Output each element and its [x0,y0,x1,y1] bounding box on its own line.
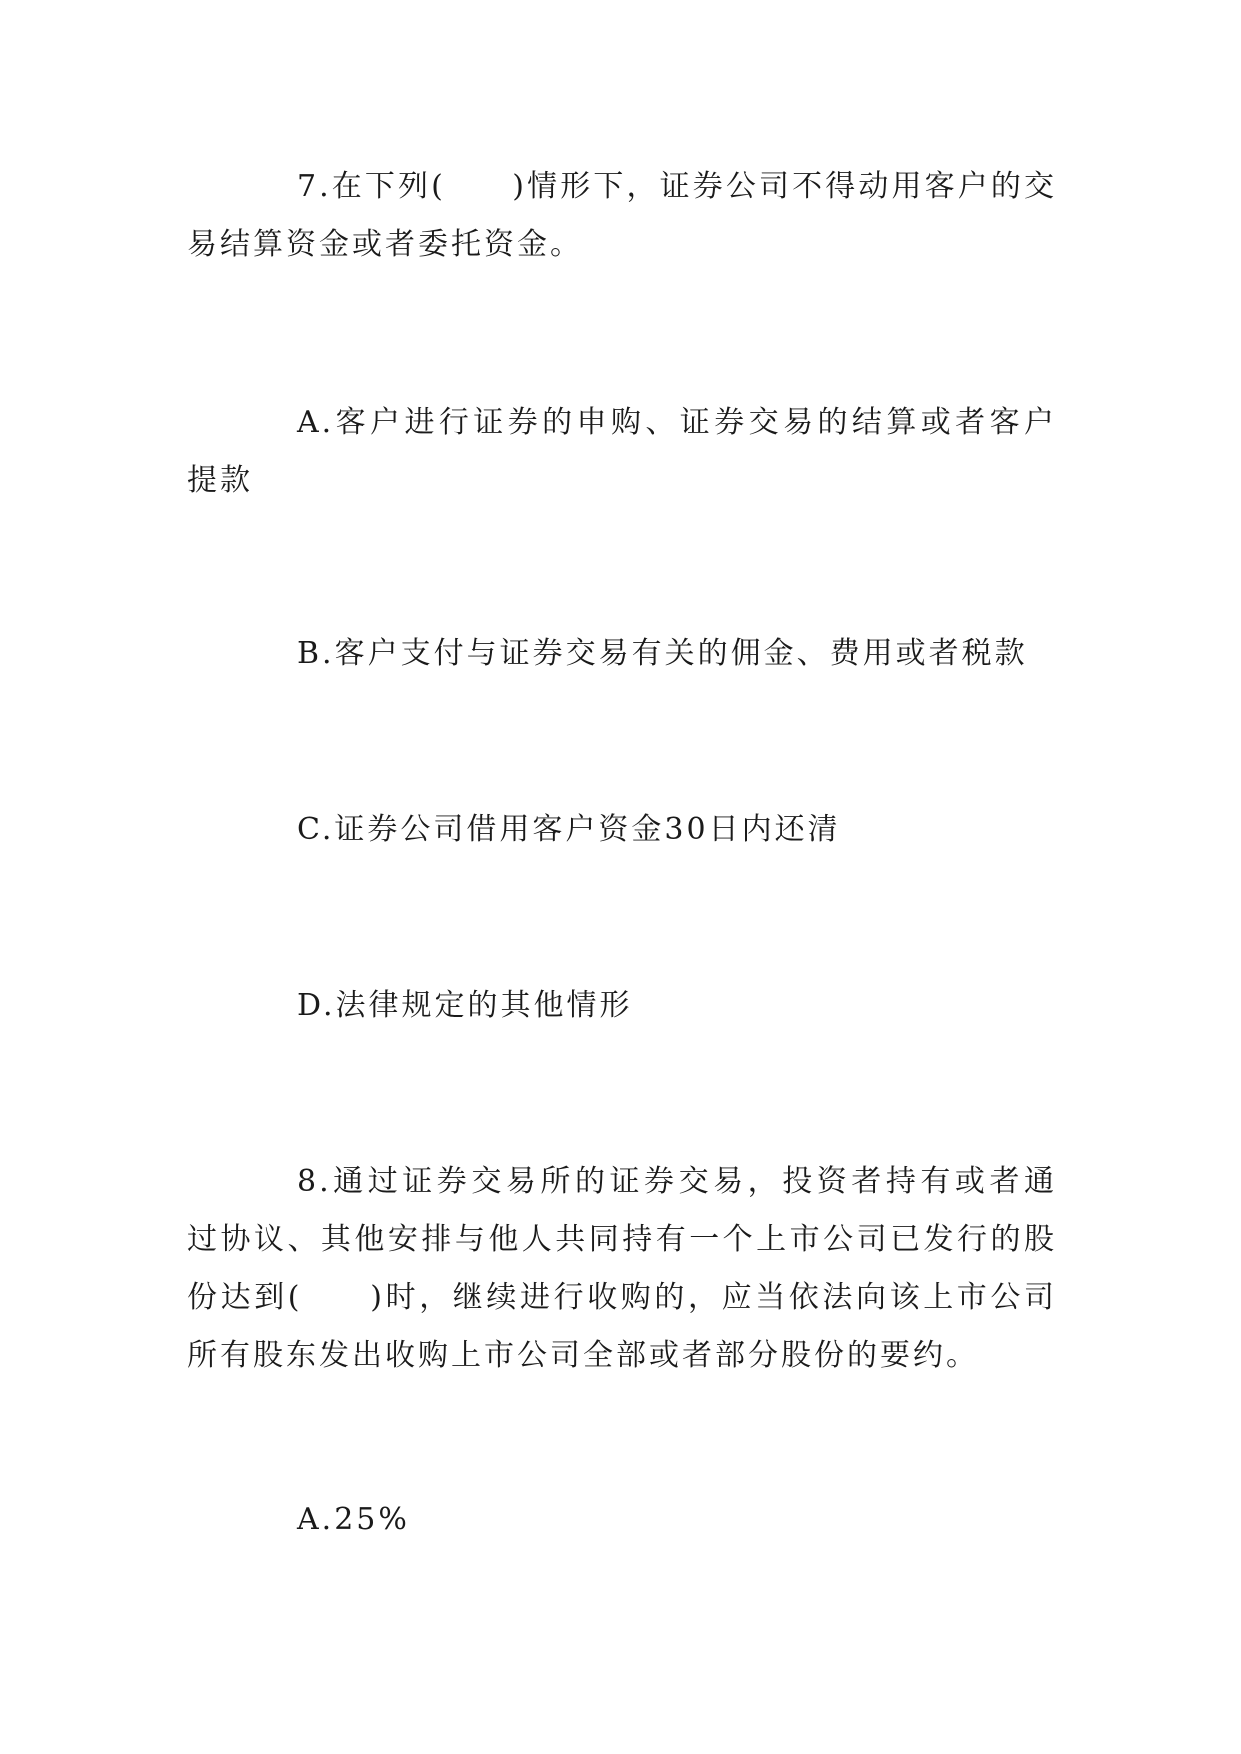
question-7-option-d: D.法律规定的其他情形 [297,988,633,1023]
question-7-option-b: B.客户支付与证券交易有关的佣金、费用或者税款 [297,636,1028,671]
question-8-option-a: A.25% [297,1502,410,1537]
question-7-option-a: A.客户进行证券的申购、证券交易的结算或者客户提款 [187,405,1057,498]
question-7-stem: 7.在下列( )情形下，证券公司不得动用客户的交易结算资金或者委托资金。 [187,169,1057,262]
question-8-stem: 8.通过证券交易所的证券交易，投资者持有或者通过协议、其他安排与他人共同持有一个上市公司已发行的股份达到( )时，继续进行收购的，应当依法向该上市公司所有股东发出收购上市公司全部或者部分股份的要约。 [187,1164,1057,1373]
question-7-option-c: C.证券公司借用客户资金30日内还清 [297,812,841,847]
